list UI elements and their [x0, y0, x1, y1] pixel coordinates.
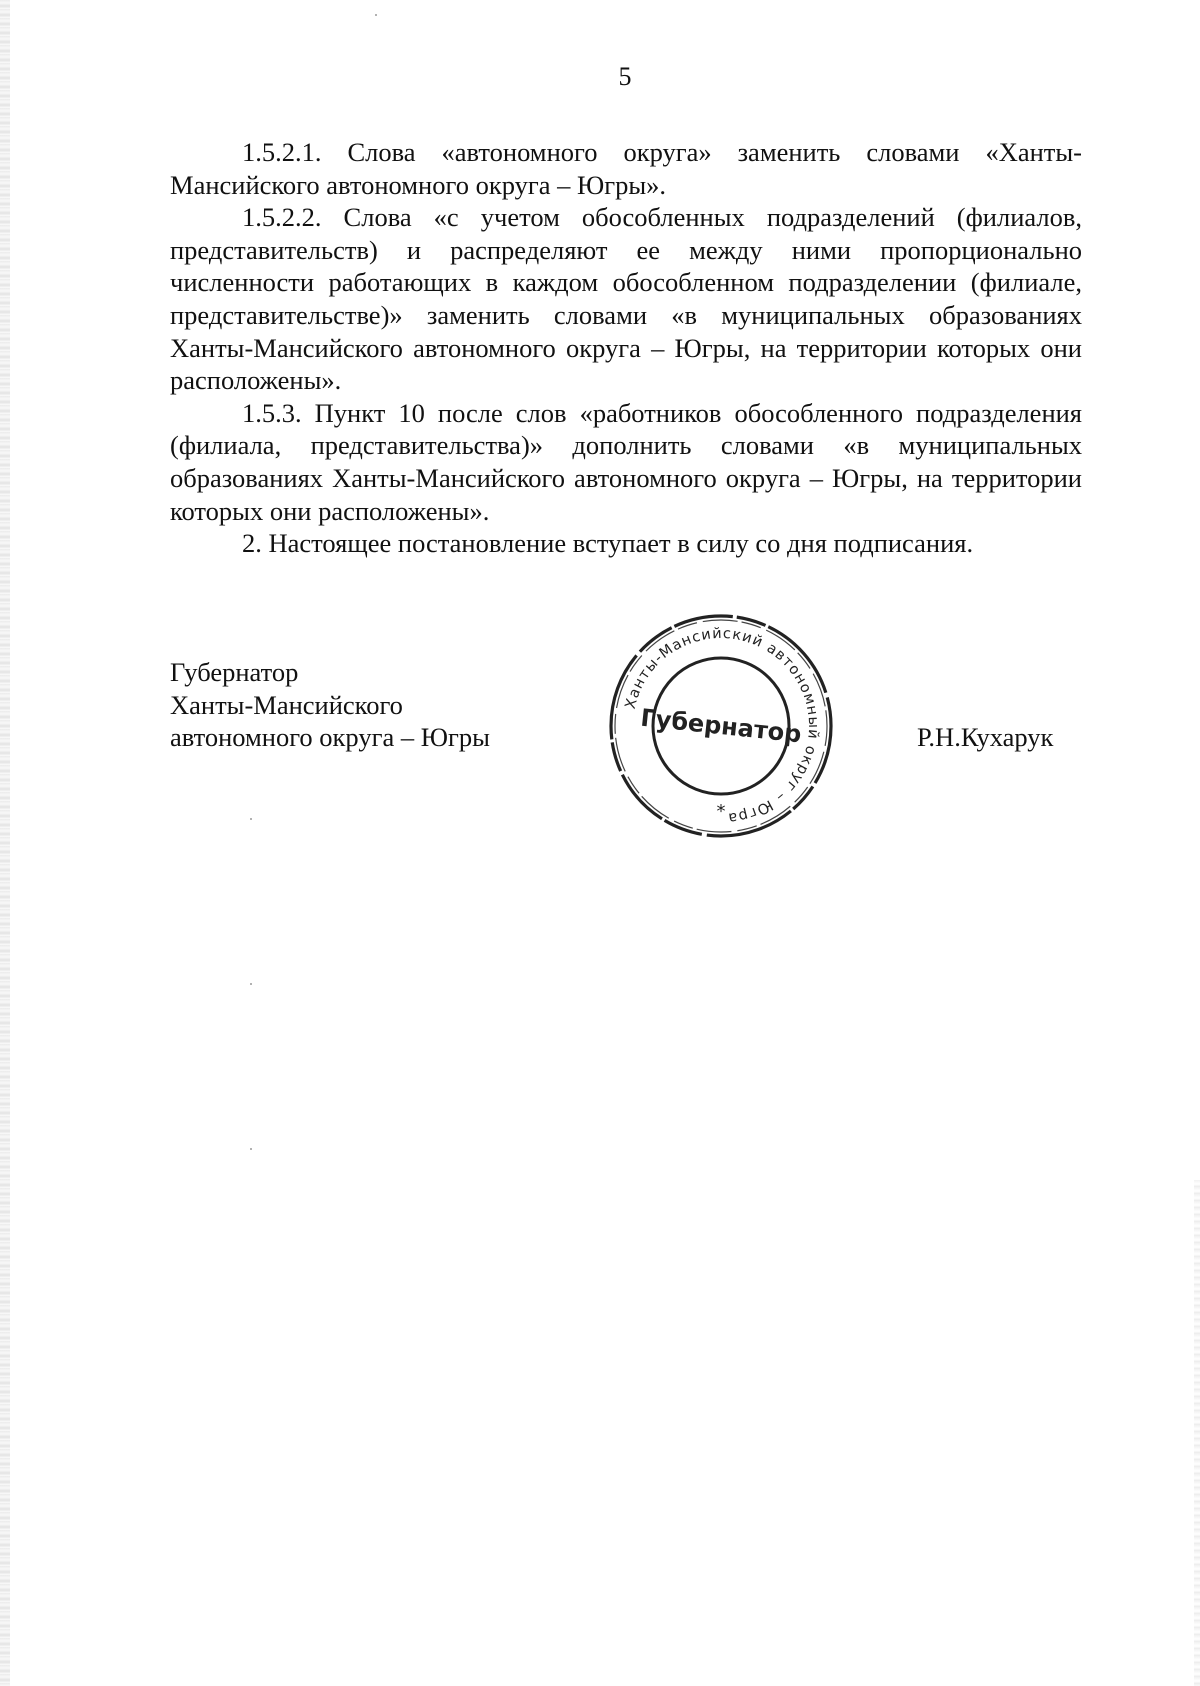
seal-center-text: Губернатор [639, 703, 803, 749]
signatory-position [170, 656, 490, 754]
paragraph-1-5-3: 1.5.3. Пункт 10 после слов «работников обособленного подразделения (филиала, представительства)» дополнить словами «в муниципальных образованиях Ханты-Мансийского автономного округа – Югры, на территории которых они расположены». [170, 397, 1082, 526]
paragraph-2: 2. Настоящее постановление вступает в силу со дня подписания. [242, 528, 974, 559]
seal-star: * [716, 801, 726, 822]
scan-speck [250, 983, 252, 985]
position-line: Ханты-Мансийского [170, 689, 403, 720]
paragraph-1-5-2-2: 1.5.2.2. Слова «с учетом обособленных подразделений (филиалов, представительств) и распределяют ее между ними пропорционально численности работающих в каждом обособленном подразделении (филиале, представительстве)» заменить словами «в муниципальных образованиях Ханты-Мансийского автономного округа – Югры, на территории которых они расположены». [170, 202, 1082, 396]
seal-ring-text: Ханты-Мансийский автономный округ – Югра [622, 625, 822, 826]
signatory-name: Р.Н.Кухарук [917, 722, 1054, 752]
scan-edge-left [0, 0, 10, 1686]
position-line: Губернатор [170, 657, 299, 687]
official-seal [605, 610, 837, 842]
document-body [170, 136, 1082, 560]
scan-edge-right [1194, 1180, 1200, 1686]
scan-speck [375, 14, 377, 16]
scan-speck [250, 818, 252, 820]
position-line: автономного округа – Югры [170, 722, 490, 753]
page-number: 5 [618, 62, 632, 91]
scan-speck [250, 1148, 252, 1150]
paragraph-1-5-2-1: 1.5.2.1. Слова «автономного округа» заменить словами «Ханты-Мансийского автономного округа – Югры». [170, 137, 1082, 200]
